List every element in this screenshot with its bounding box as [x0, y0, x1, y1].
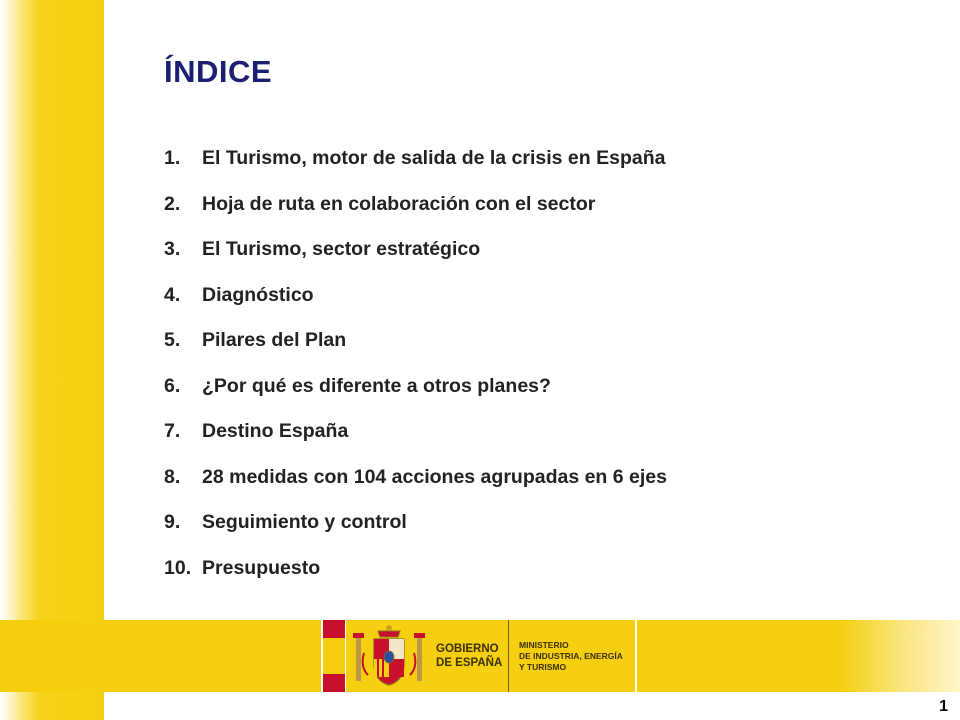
government-logo	[321, 620, 637, 692]
toc-item-label: Seguimiento y control	[202, 511, 407, 534]
toc-item-label: Destino España	[202, 420, 349, 443]
toc-item-1	[164, 136, 667, 182]
toc-item-label: El Turismo, motor de salida de la crisis en España	[202, 147, 666, 170]
toc-item-label: Presupuesto	[202, 556, 321, 579]
yellow-frame-left	[0, 0, 104, 720]
toc-item-number: 10.	[164, 556, 192, 579]
toc-item-number: 7.	[164, 420, 181, 443]
table-of-contents	[164, 136, 667, 591]
toc-item-label: ¿Por qué es diferente a otros planes?	[202, 374, 551, 397]
toc-item-3	[164, 227, 667, 273]
toc-item-number: 4.	[164, 283, 181, 306]
toc-item-6	[164, 364, 667, 410]
coat-of-arms-icon	[346, 620, 432, 692]
toc-item-label: 28 medidas con 104 acciones agrupadas en 6 ejes	[202, 465, 667, 488]
toc-item-number: 8.	[164, 465, 181, 488]
slide-title: ÍNDICE	[164, 54, 273, 89]
toc-item-number: 5.	[164, 329, 181, 352]
toc-item-label: Diagnóstico	[202, 283, 314, 306]
toc-item-8	[164, 455, 667, 501]
toc-item-10	[164, 546, 667, 592]
government-name: GOBIERNO DE ESPAÑA	[432, 620, 509, 692]
ministry-name: MINISTERIO DE INDUSTRIA, ENERGÍA Y TURISMO	[519, 639, 623, 672]
toc-item-5	[164, 318, 667, 364]
toc-item-label: Hoja de ruta en colaboración con el sector	[202, 192, 596, 215]
toc-item-number: 6.	[164, 374, 181, 397]
spanish-flag-icon	[323, 620, 346, 692]
page-number: 1	[939, 698, 948, 715]
toc-item-7	[164, 409, 667, 455]
toc-item-9	[164, 500, 667, 546]
toc-item-number: 3.	[164, 238, 181, 261]
toc-item-number: 9.	[164, 511, 181, 534]
toc-item-label: El Turismo, sector estratégico	[202, 238, 481, 261]
toc-item-2	[164, 182, 667, 228]
toc-item-4	[164, 273, 667, 319]
toc-item-number: 2.	[164, 192, 181, 215]
toc-item-label: Pilares del Plan	[202, 329, 347, 352]
toc-item-number: 1.	[164, 147, 181, 170]
